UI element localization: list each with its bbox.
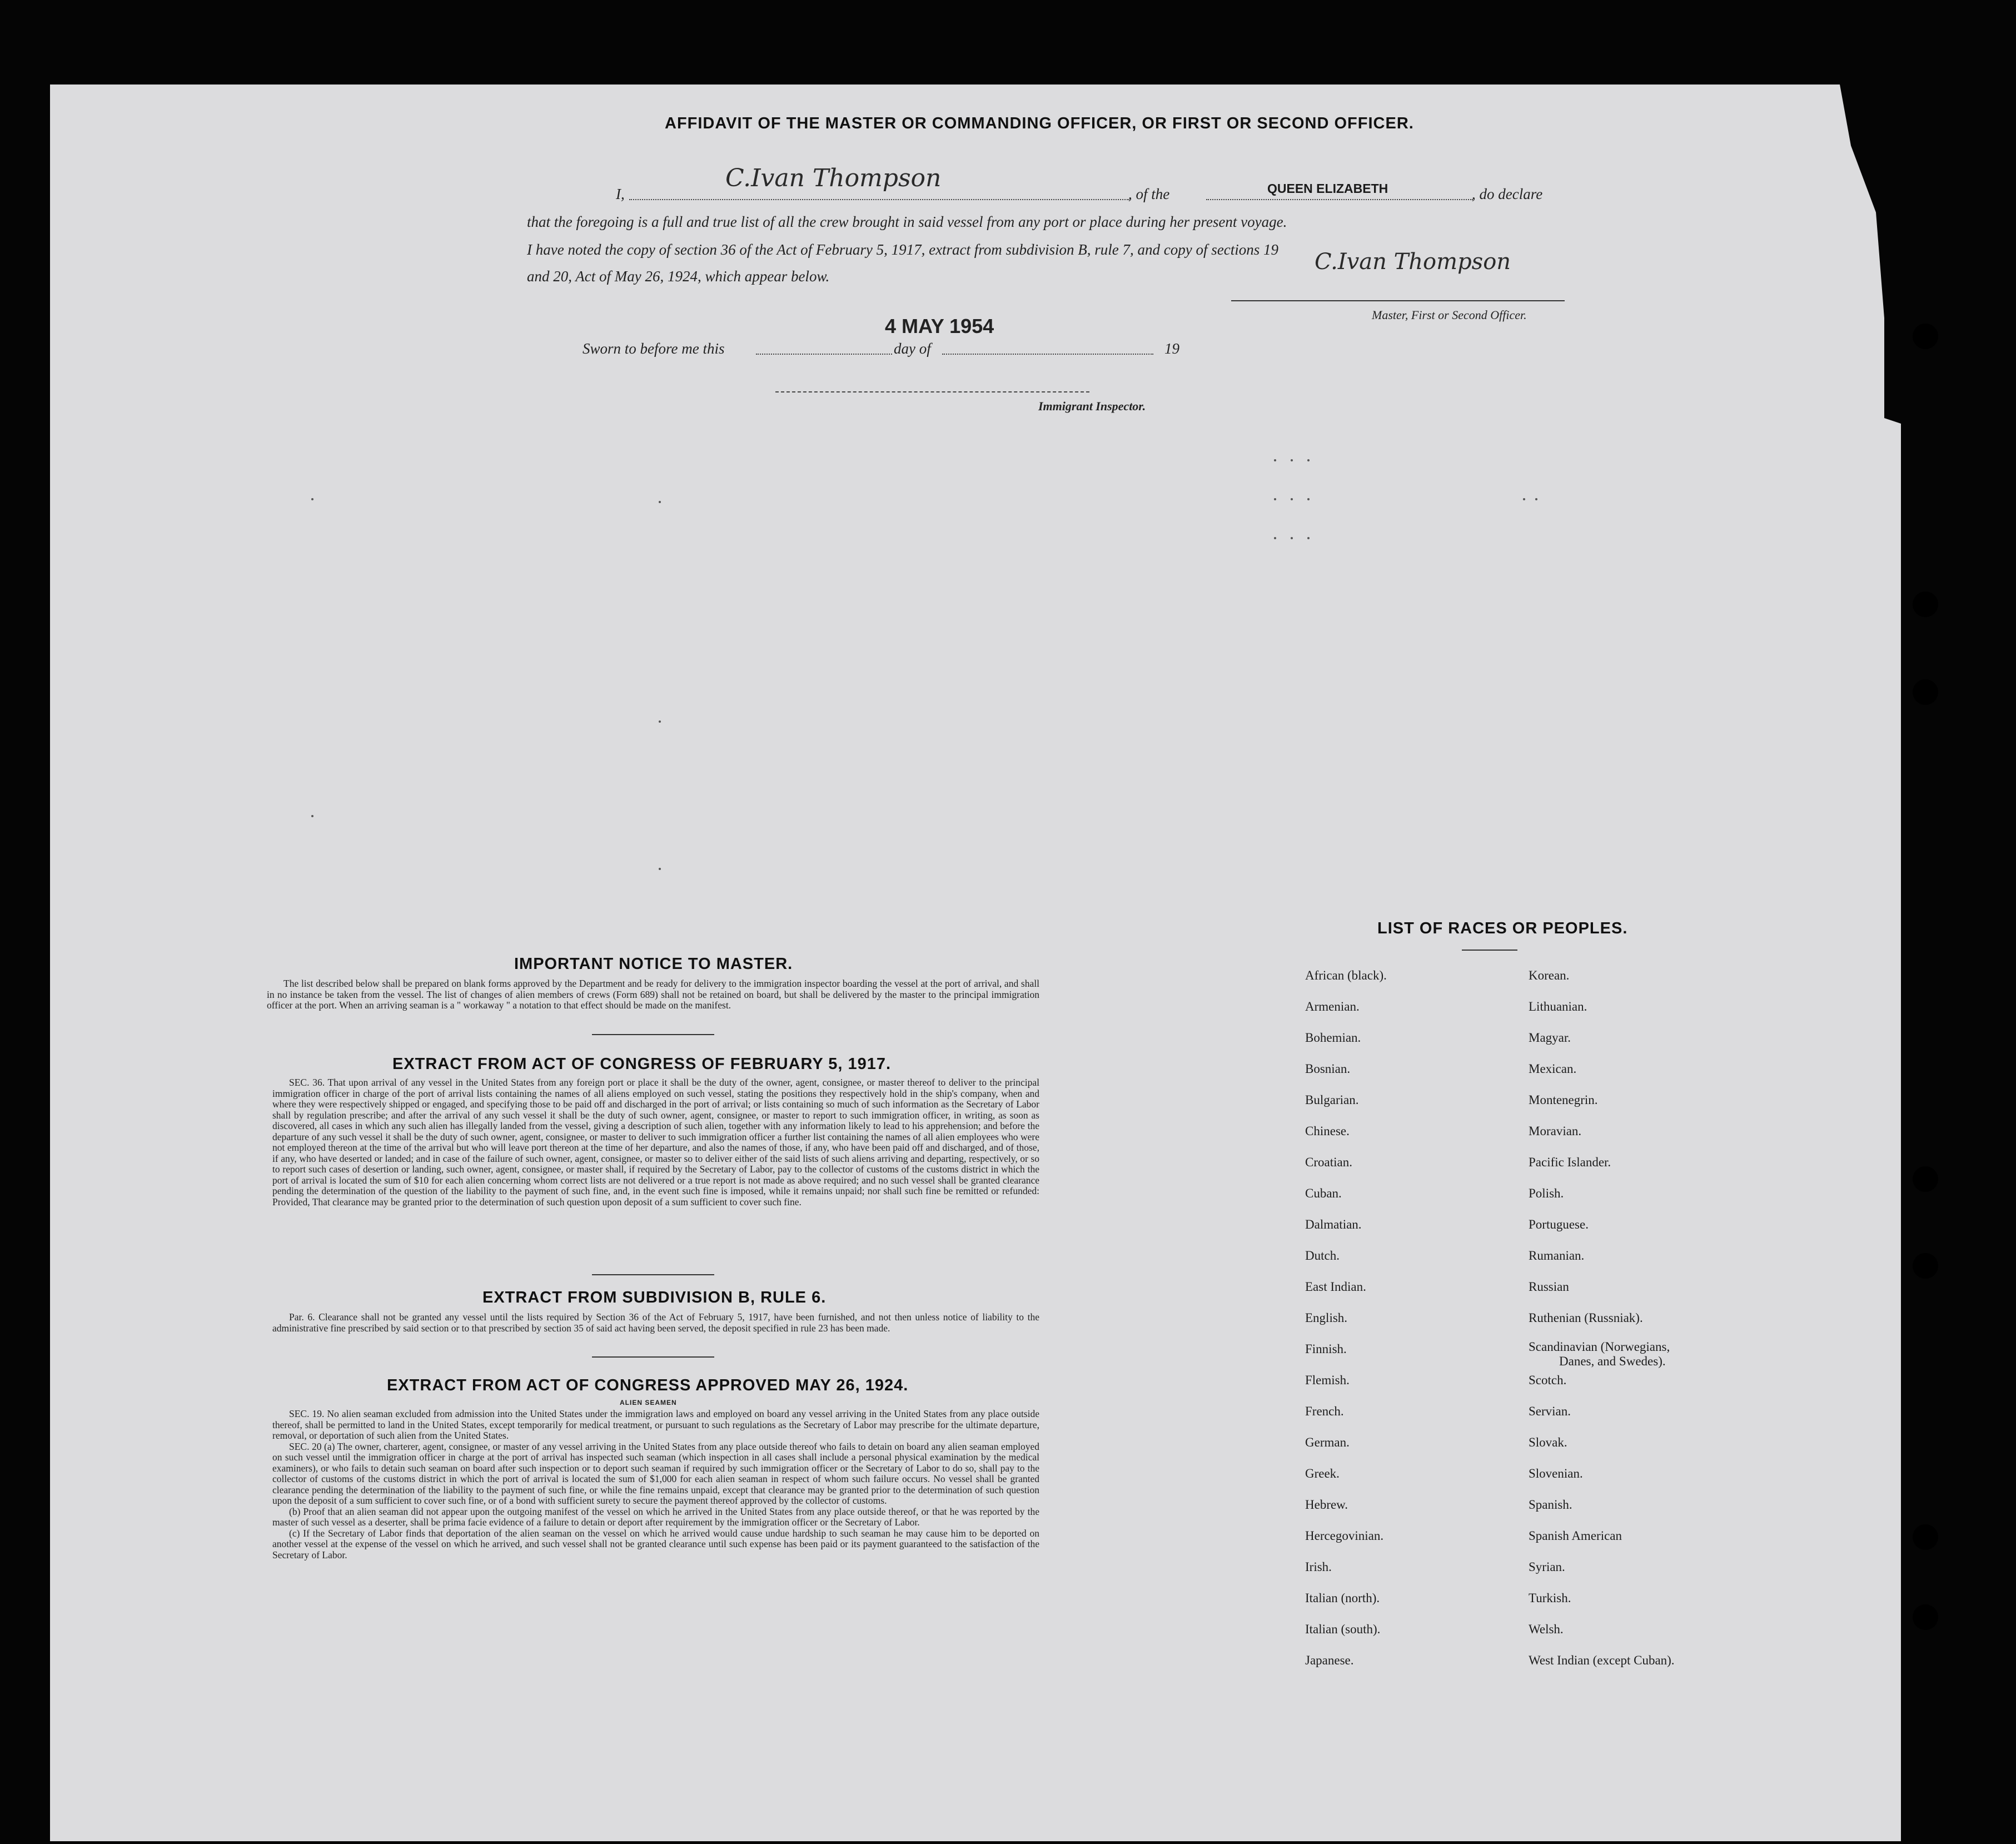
race-item: Lithuanian. — [1529, 1000, 1587, 1013]
race-item: Scotch. — [1529, 1373, 1567, 1387]
section-20a-paragraph: SEC. 20 (a) The owner, charterer, agent, consignee, or master of any vessel arriving in the United States from any place outside thereof who fails to detain on board any alien seaman employed on such vessel until the immigration officer in charge at the port of arrival has inspected such seaman (which inspection in all cases shall include a personal physical examination by the medical examiners), or who fails to detain such seaman on board after such inspection or to deport such seaman if required by such immigration officer or the Secretary of Labor to do so, shall pay to the collector of customs of the customs district in which the port of arrival is located the sum of $1,000 for each alien seaman in respect of whom such failure occurs. No vessel shall be granted clearance pending the determination of the liability to the payment of such fine, or while the fine remains unpaid, except that clearance may be granted prior to the determination of such question upon the deposit of a sum sufficient to cover such fine, or of a bond with sufficient surety to secure the payment thereof approved by the collector of customs. — [272, 1440, 1039, 1506]
faint-mark — [1291, 498, 1293, 500]
faint-mark — [1307, 498, 1310, 500]
master-signature: C.Ivan Thompson — [725, 164, 942, 192]
sworn-text: Sworn to before me this — [583, 340, 725, 357]
alien-seamen-subtitle: ALIEN SEAMEN — [620, 1399, 677, 1406]
race-item: Servian. — [1529, 1404, 1571, 1418]
race-item: Flemish. — [1305, 1373, 1350, 1387]
race-item: Montenegrin. — [1529, 1093, 1598, 1107]
race-item: Dutch. — [1305, 1249, 1340, 1263]
affidavit-line-2: that the foregoing is a full and true list of all the crew brought in said vessel from any port or place during her present voyage. — [527, 213, 1287, 230]
race-item: Mexican. — [1529, 1062, 1577, 1076]
race-item: Turkish. — [1529, 1591, 1571, 1605]
race-item: Croatian. — [1305, 1155, 1352, 1169]
punch-hole — [1913, 592, 1938, 617]
rule-6-title: EXTRACT FROM SUBDIVISION B, RULE 6. — [482, 1289, 827, 1306]
faint-mark — [659, 720, 661, 723]
race-item: Welsh. — [1529, 1622, 1564, 1636]
race-item: Slovak. — [1529, 1435, 1567, 1449]
race-item: Greek. — [1305, 1467, 1340, 1480]
race-item: Portuguese. — [1529, 1217, 1589, 1231]
divider — [1462, 950, 1517, 951]
race-item: Spanish American — [1529, 1529, 1622, 1543]
punch-hole — [1913, 679, 1938, 705]
race-item: Magyar. — [1529, 1031, 1571, 1045]
race-item: Polish. — [1529, 1186, 1564, 1200]
race-item: Slovenian. — [1529, 1467, 1583, 1480]
race-item: Dalmatian. — [1305, 1217, 1362, 1231]
race-item: Finnish. — [1305, 1342, 1347, 1356]
race-item: Bohemian. — [1305, 1031, 1361, 1045]
day-of-text: day of — [894, 340, 931, 357]
affidavit-i-prefix: I, — [616, 186, 625, 202]
sworn-month-line — [942, 354, 1153, 355]
year-prefix: 19 — [1164, 340, 1179, 357]
race-item: Russian — [1529, 1280, 1569, 1294]
rule-6-text — [272, 1312, 1039, 1334]
divider — [592, 1356, 714, 1358]
officer-signature: C.Ivan Thompson — [1315, 249, 1511, 275]
section-19-paragraph: SEC. 19. No alien seaman excluded from admission into the United States under the immigration laws and employed on board any vessel arriving in the United States from any place outside thereof, shall be permitted to land in the United States, except temporarily for medical treatment, or pursuant to such regulations as the Secretary of Labor may prescribe for the ultimate departure, removal, or deportation of such alien from the United States. — [272, 1408, 1039, 1441]
race-item: Hercegovinian. — [1305, 1529, 1384, 1543]
notice-paragraph: The list described below shall be prepared on blank forms approved by the Department and be ready for delivery to the immigration inspector boarding the vessel at the port of arrival, and shall in no instance be taken from the vessel. The list of changes of alien members of crews (Form 689) shall not be retained on board, but shall be delivered by the master to the principal immigration officer at the port. When an arriving seaman is a " workaway " a notation to that effect should be made on the manifest. — [267, 978, 1039, 1011]
extract-1917-paragraph: SEC. 36. That upon arrival of any vessel in the United States from any foreign port or place it shall be the duty of the owner, agent, consignee, or master thereof to deliver to the principal immigration officer in charge of the port of arrival lists containing the names of all aliens employed on such vessel, stating the positions they respectively hold in the ship's company, when and where they were respectively shipped or engaged, and specifying those to be paid off and discharged in the port of arrival; or lists containing so much of such information as the Secretary of Labor shall by regulation prescribe; and after the arrival of any such vessel it shall be the duty of such owner, agent, consignee, or master to report to such immigration officer, in writing, as soon as discovered, all cases in which any such alien has illegally landed from the vessel, giving a description of such alien, together with any information likely to lead to his apprehension; and before the departure of any such vessel it shall be the duty of such owner, agent, consignee, or master to deliver to such immigration officer a further list containing the names of all alien employees who were not employed thereon at the time of the arrival but who will leave port thereon at the time of her departure, and also the names of those, if any, who have been paid off and discharged, and of those, if any, who have deserted or landed; and in case of the failure of such owner, agent, consignee, or master so to deliver either of the said lists of such aliens arriving and departing, respectively, or so to report such cases of desertion or landing, such owner, agent, consignee, or master shall, if required by the Secretary of Labor, pay to the collector of customs of the customs district in which the port of arrival is located the sum of $10 for each alien concerning whom correct lists are not delivered or a true report is not made as above required; and no such vessel shall be granted clearance pending the determination of the question of the liability to the payment of such fine, and, in the event such fine is imposed, while it remains unpaid; nor shall such fine be remitted or refunded: Provided, That clearance may be granted prior to the determination of such question upon deposit of a sum sufficient to cover such fine. — [272, 1077, 1039, 1207]
race-item: Cuban. — [1305, 1186, 1342, 1200]
affidavit-title: AFFIDAVIT OF THE MASTER OR COMMANDING OFFICER, OR FIRST OR SECOND OFFICER. — [665, 115, 1414, 132]
section-20c-paragraph: (c) If the Secretary of Labor finds that deportation of the alien seaman on the vessel on which he arrived would cause undue hardship to such seaman he may cause him to be deported on another vessel at the expense of the vessel on which he arrived, and such vessel shall not be granted clearance until such expense has been paid or its payment guaranteed to the satisfaction of the Secretary of Labor. — [272, 1527, 1039, 1560]
notice-title: IMPORTANT NOTICE TO MASTER. — [514, 955, 793, 973]
punch-hole — [1913, 324, 1938, 349]
race-item: African (black). — [1305, 968, 1387, 982]
race-item: Irish. — [1305, 1560, 1332, 1574]
punch-hole — [1913, 1524, 1938, 1550]
race-item: Italian (north). — [1305, 1591, 1380, 1605]
vessel-field-line — [1206, 199, 1473, 200]
faint-mark — [1274, 537, 1276, 539]
race-item: Pacific Islander. — [1529, 1155, 1611, 1169]
officer-signature-line — [1231, 300, 1565, 301]
extract-1917-text — [272, 1077, 1039, 1207]
faint-mark — [311, 498, 313, 500]
faint-mark — [1307, 537, 1310, 539]
punch-hole — [1913, 1253, 1938, 1279]
faint-mark — [311, 815, 313, 817]
vessel-name: QUEEN ELIZABETH — [1267, 181, 1388, 196]
section-20b-paragraph: (b) Proof that an alien seaman did not appear upon the outgoing manifest of the vessel on which he arrived in the United States from any place outside thereof, or that he was reported by the master of such vessel as a deserter, shall be prima facie evidence of a failure to detain or deport after requirement by the immigration officer or the Secretary of Labor. — [272, 1505, 1039, 1528]
race-item: Bosnian. — [1305, 1062, 1351, 1076]
race-item: French. — [1305, 1404, 1344, 1418]
race-item: Syrian. — [1529, 1560, 1565, 1574]
officer-label: Master, First or Second Officer. — [1372, 308, 1527, 322]
race-item: Armenian. — [1305, 1000, 1360, 1013]
race-item: Scandinavian (Norwegians, — [1529, 1340, 1670, 1354]
faint-mark — [659, 868, 661, 870]
race-item: Hebrew. — [1305, 1498, 1348, 1512]
document-page — [50, 85, 1901, 1841]
rule-6-paragraph: Par. 6. Clearance shall not be granted any vessel until the lists required by Section 36 of the Act of February 5, 1917, have been furnished, and not then unless notice of liability to the administrative fine prescribed by said section or to that prescribed by section 35 of said act having been served, the deposit specified in rule 23 has been made. — [272, 1311, 1039, 1334]
inspector-label: Immigrant Inspector. — [1038, 399, 1146, 413]
race-item-continued: Danes, and Swedes). — [1559, 1354, 1666, 1368]
extract-1924-title: EXTRACT FROM ACT OF CONGRESS APPROVED MAY 26, 1924. — [387, 1376, 909, 1394]
race-item: Japanese. — [1305, 1653, 1354, 1667]
faint-mark — [1291, 459, 1293, 461]
affidavit-line-3: I have noted the copy of section 36 of the Act of February 5, 1917, extract from subdivision B, rule 7, and copy of sections 19 — [527, 241, 1278, 258]
faint-mark — [659, 501, 661, 503]
faint-mark — [1274, 459, 1276, 461]
affidavit-do-declare: , do declare — [1472, 186, 1543, 202]
faint-mark — [1274, 498, 1276, 500]
inspector-signature-line — [775, 391, 1089, 392]
faint-mark — [1523, 498, 1525, 500]
affidavit-line-4: and 20, Act of May 26, 1924, which appear below. — [527, 268, 830, 285]
race-item: Moravian. — [1529, 1124, 1582, 1138]
notice-text — [267, 978, 1039, 1011]
name-field-line — [629, 199, 1129, 200]
race-item: Italian (south). — [1305, 1622, 1381, 1636]
punch-hole — [1913, 1604, 1938, 1630]
faint-mark — [1535, 498, 1537, 500]
race-item: Chinese. — [1305, 1124, 1350, 1138]
divider — [592, 1274, 714, 1275]
punch-hole — [1913, 1166, 1938, 1192]
faint-mark — [1307, 459, 1310, 461]
affidavit-of-the: , of the — [1128, 186, 1170, 202]
race-item: East Indian. — [1305, 1280, 1366, 1294]
race-item: German. — [1305, 1435, 1350, 1449]
sworn-day-line — [756, 354, 892, 355]
race-item: Ruthenian (Russniak). — [1529, 1311, 1643, 1325]
race-item: Rumanian. — [1529, 1249, 1585, 1263]
race-item: West Indian (except Cuban). — [1529, 1653, 1675, 1667]
races-title: LIST OF RACES OR PEOPLES. — [1377, 919, 1628, 937]
date-stamp: 4 MAY 1954 — [885, 315, 994, 337]
extract-1924-text — [272, 1409, 1039, 1560]
race-item: Bulgarian. — [1305, 1093, 1359, 1107]
extract-1917-title: EXTRACT FROM ACT OF CONGRESS OF FEBRUARY 5, 1917. — [392, 1055, 892, 1073]
race-item: Spanish. — [1529, 1498, 1572, 1512]
race-item: Korean. — [1529, 968, 1570, 982]
faint-mark — [1291, 537, 1293, 539]
race-item: English. — [1305, 1311, 1348, 1325]
divider — [592, 1034, 714, 1035]
